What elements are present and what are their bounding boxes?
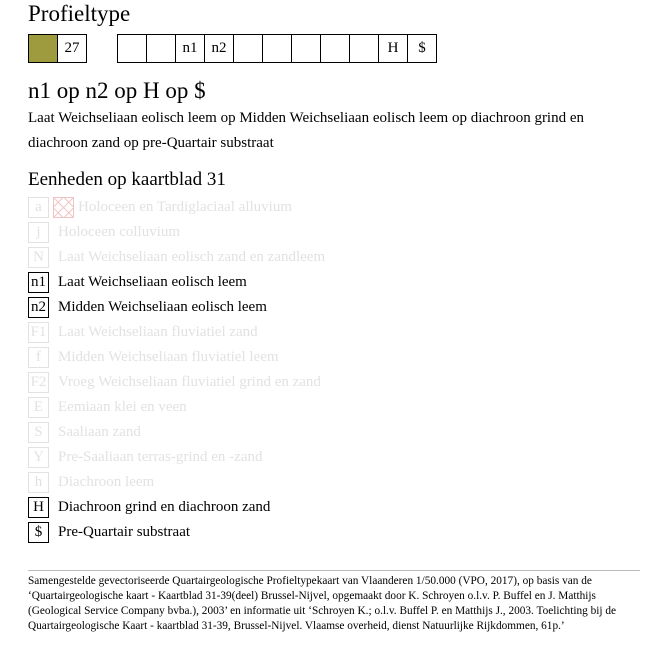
unit-code-box: N xyxy=(28,247,49,268)
profile-formula: n1 op n2 op H op $ xyxy=(28,78,206,103)
source-footnote: Samengestelde gevectoriseerde Quartairgeologische Profieltypekaart van Vlaanderen 1/50.000 (VPO, 2017), op basis van de ‘Quartairgeologische kaart - Kaartblad 31-39(deel) Brussel-Nijvel, opgemaakt door K. Schroyen o.l.v. P. Buffel en J. Matthijs (Geological Service Company bvba.), 2003’ en informatie uit ‘Schroyen K.; o.l.v. Buffel P. en Matthijs J., 2003. Toelichting bij de Quartairgeologische Kaart - kaartblad 31-39, Brussel-Nijvel. Vlaamse overheid, dienst Natuurlijke Rijkdommen, 61p.’ xyxy=(28,575,617,632)
legend-item-j xyxy=(28,220,325,245)
legend-item-n1 xyxy=(28,270,325,295)
legend-item-n2 xyxy=(28,295,325,320)
legend-item-a xyxy=(28,195,325,220)
code-cell: n2 xyxy=(204,34,234,63)
unit-code-box: j xyxy=(28,222,49,243)
unit-label: Pre-Quartair substraat xyxy=(58,524,191,540)
code-row-gap xyxy=(87,34,117,63)
unit-code-box: S xyxy=(28,422,49,443)
code-cell: H xyxy=(378,34,408,63)
legend-item-f xyxy=(28,345,325,370)
unit-label: Holoceen en Tardiglaciaal alluvium xyxy=(78,199,293,215)
unit-label: Saaliaan zand xyxy=(58,424,141,440)
legend-item-Y xyxy=(28,445,325,470)
unit-code-box: H xyxy=(28,497,49,518)
code-cell xyxy=(262,34,292,63)
unit-label: Diachroon grind en diachroon zand xyxy=(58,499,271,515)
legend-item-dollar xyxy=(28,520,325,545)
page-title: Profieltype xyxy=(28,1,131,26)
unit-label: Pre-Saaliaan terras-grind en -zand xyxy=(58,449,263,465)
profile-description: Laat Weichseliaan eolisch leem op Midden Weichseliaan eolisch leem op diachroon grind en diachroon zand op pre-Quartair substraat xyxy=(28,110,585,151)
legend-item-E xyxy=(28,395,325,420)
unit-code-box: $ xyxy=(28,522,49,543)
unit-code-box: Y xyxy=(28,447,49,468)
profile-code-row xyxy=(28,34,437,63)
legend-item-N xyxy=(28,245,325,270)
legend-item-S xyxy=(28,420,325,445)
unit-code-box: F2 xyxy=(28,372,49,393)
code-cell: $ xyxy=(407,34,437,63)
legend-item-F1 xyxy=(28,320,325,345)
profile-color-swatch xyxy=(28,34,58,63)
footnote-divider xyxy=(28,570,640,571)
code-cell xyxy=(146,34,176,63)
unit-label: Laat Weichseliaan eolisch leem xyxy=(58,274,247,290)
units-heading: Eenheden op kaartblad 31 xyxy=(28,169,226,190)
unit-label: Midden Weichseliaan eolisch leem xyxy=(58,299,267,315)
unit-label: Diachroon leem xyxy=(58,474,155,490)
unit-label: Laat Weichseliaan fluviatiel zand xyxy=(58,324,258,340)
profile-number-cell: 27 xyxy=(57,34,87,63)
unit-label: Laat Weichseliaan eolisch zand en zandleem xyxy=(58,249,326,265)
legend-item-h xyxy=(28,470,325,495)
unit-code-box: a xyxy=(28,197,49,218)
unit-label: Vroeg Weichseliaan fluviatiel grind en zand xyxy=(58,374,321,390)
code-cell xyxy=(320,34,350,63)
unit-code-box: h xyxy=(28,472,49,493)
unit-label: Holoceen colluvium xyxy=(58,224,181,240)
code-cell xyxy=(291,34,321,63)
unit-label: Midden Weichseliaan fluviatiel leem xyxy=(58,349,279,365)
legend-item-H xyxy=(28,495,325,520)
legend-item-F2 xyxy=(28,370,325,395)
code-cell xyxy=(349,34,379,63)
unit-code-box: n1 xyxy=(28,272,49,293)
unit-code-box: f xyxy=(28,347,49,368)
unit-code-box: E xyxy=(28,397,49,418)
code-cell xyxy=(117,34,147,63)
units-legend xyxy=(28,195,325,545)
unit-code-box: F1 xyxy=(28,322,49,343)
unit-code-box: n2 xyxy=(28,297,49,318)
code-cell: n1 xyxy=(175,34,205,63)
unit-label: Eemiaan klei en veen xyxy=(58,399,187,415)
hatch-icon xyxy=(53,197,74,218)
code-cell xyxy=(233,34,263,63)
